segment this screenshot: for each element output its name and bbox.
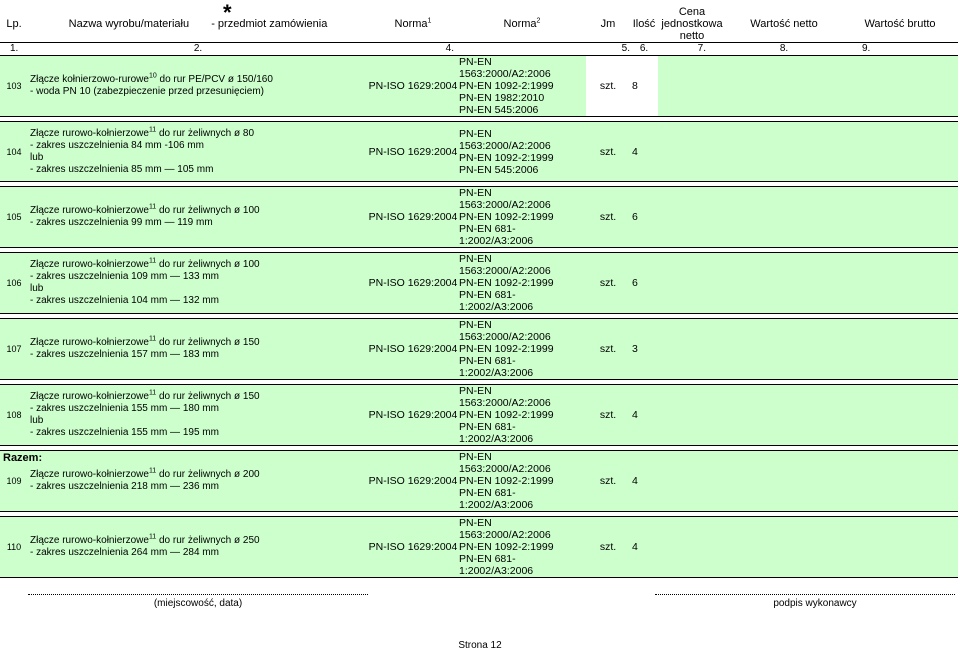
- description-line: lub: [30, 415, 44, 426]
- row-norma1: PN-ISO 1629:2004: [368, 122, 458, 182]
- row-norma1: PN-ISO 1629:2004: [368, 385, 458, 446]
- description-text: Złącze kołnierzowo-rurowe$^{10}$ do rur PE/PCV ø 150/160: [30, 72, 273, 85]
- header-norma2: [458, 6, 586, 43]
- row-norma2: [458, 56, 586, 117]
- header-norma2-text: Norma: [503, 18, 537, 30]
- description-line: - woda PN 10 (zabezpieczenie przed przesunięciem): [30, 86, 265, 97]
- norma2-line: PN-EN 681-1:2002/A3:2006: [459, 487, 534, 511]
- row-norma1: PN-ISO 1629:2004: [368, 253, 458, 314]
- description-line: - zakres uszczelnienia 109 mm — 133 mm: [30, 271, 219, 282]
- header-jm: Jm: [600, 18, 616, 30]
- description-text: Złącze rurowo-kołnierzowe$^{11}$ do rur żeliwnych ø 150: [30, 389, 260, 402]
- row-description: [28, 517, 368, 578]
- row-description: [28, 56, 368, 117]
- header-cena-line2: jednostkowa: [661, 18, 723, 30]
- description-line: - zakres uszczelnienia 157 mm — 183 mm: [30, 349, 219, 360]
- signature-label: podpis wykonawcy: [773, 598, 857, 609]
- description-line: - zakres uszczelnienia 155 mm — 195 mm: [30, 427, 219, 438]
- footnote-ref: 11: [148, 257, 157, 265]
- row-description: [28, 451, 368, 512]
- row-norma1: PN-ISO 1629:2004: [368, 56, 458, 117]
- colnum-1: 1.: [0, 43, 28, 56]
- header-norma1-text: Norma: [394, 18, 428, 30]
- norma2-line: PN-EN 545:2006: [459, 163, 539, 176]
- row-jm: szt.: [586, 451, 630, 512]
- header-name-suffix: - przedmiot zamówienia: [211, 18, 328, 30]
- footnote-ref: 11: [148, 467, 157, 475]
- row-price: [658, 385, 726, 446]
- row-description: [28, 122, 368, 182]
- row-gross-value: [842, 56, 958, 117]
- row-gross-value: [842, 517, 958, 578]
- norma2-line: PN-EN 1092-2:1999: [459, 541, 554, 553]
- place-date-label: (miejscowość, data): [153, 598, 243, 609]
- row-gross-value: [842, 122, 958, 182]
- footnote-ref: 11: [148, 126, 157, 134]
- norma2-line: PN-EN 681-1:2002/A3:2006: [459, 289, 534, 313]
- colnum-9: 9.: [842, 43, 958, 56]
- row-qty: 4: [630, 451, 658, 512]
- row-jm: szt.: [586, 319, 630, 380]
- row-qty: 6: [630, 253, 658, 314]
- row-norma1: PN-ISO 1629:2004: [368, 451, 458, 512]
- rows-body: [0, 56, 958, 578]
- row-lp: 103: [0, 56, 28, 117]
- row-price: [658, 451, 726, 512]
- row-norma2: [458, 187, 586, 248]
- row-lp: 109: [0, 451, 28, 512]
- norma2-line: PN-EN 1092-2:1999: [459, 211, 554, 223]
- colnum-7: 7.: [658, 43, 726, 56]
- table-row: [0, 517, 958, 578]
- row-net-value: [726, 122, 842, 182]
- row-qty: 8: [630, 56, 658, 117]
- description-text: Złącze rurowo-kołnierzowe$^{11}$ do rur żeliwnych ø 200: [30, 467, 260, 480]
- page-footer: Strona 12: [458, 640, 502, 651]
- description-line: [30, 391, 368, 403]
- row-price: [658, 187, 726, 248]
- footnote-ref: 11: [148, 203, 157, 211]
- footnote-ref: 10: [148, 72, 157, 80]
- row-net-value: [726, 319, 842, 380]
- row-qty: 4: [630, 517, 658, 578]
- header-norma2-sup: 2: [536, 17, 541, 25]
- row-jm: szt.: [586, 253, 630, 314]
- header-name-text: Nazwa wyrobu/materiału: [68, 18, 190, 30]
- colnum-2: 2.: [28, 43, 368, 56]
- norma2-line: PN-EN 1982:2010: [459, 92, 545, 104]
- description-line: - zakres uszczelnienia 218 mm — 236 mm: [30, 481, 219, 492]
- description-text: Złącze rurowo-kołnierzowe$^{11}$ do rur żeliwnych ø 100: [30, 203, 260, 216]
- header-norma1-sup: 1: [427, 17, 432, 25]
- row-lp: 105: [0, 187, 28, 248]
- description-line: [30, 337, 368, 349]
- header-wartosc-netto: Wartość netto: [750, 18, 818, 30]
- row-norma1: PN-ISO 1629:2004: [368, 319, 458, 380]
- row-gross-value: [842, 385, 958, 446]
- norma2-line: PN-EN 681-1:2002/A3:2006: [459, 421, 534, 445]
- norma2-line: PN-EN 1092-2:1999: [459, 343, 554, 355]
- header-ilosc: Ilość: [632, 18, 656, 30]
- header-wartosc-brutto: Wartość brutto: [864, 18, 936, 30]
- norma2-line: PN-EN 1092-2:1999: [459, 409, 554, 421]
- norma2-line: PN-EN 1563:2000/A2:2006: [459, 253, 551, 277]
- row-gross-value: [842, 319, 958, 380]
- place-date-line: [28, 594, 368, 595]
- row-norma2: [458, 319, 586, 380]
- description-line: lub: [30, 283, 44, 294]
- norma2-line: PN-EN 1092-2:1999: [459, 151, 554, 164]
- row-price: [658, 56, 726, 117]
- row-qty: 6: [630, 187, 658, 248]
- row-gross-value: [842, 187, 958, 248]
- row-norma2: [458, 385, 586, 446]
- footnote-ref: 11: [148, 533, 157, 541]
- norma2-line: PN-EN 681-1:2002/A3:2006: [459, 553, 534, 577]
- header-row: [0, 6, 958, 43]
- description-text: Złącze rurowo-kołnierzowe$^{11}$ do rur żeliwnych ø 150: [30, 335, 260, 348]
- row-gross-value: [842, 451, 958, 512]
- description-line: [30, 469, 368, 481]
- row-net-value: [726, 56, 842, 117]
- norma2-line: PN-EN 1563:2000/A2:2006: [459, 517, 551, 541]
- table-row: [0, 187, 958, 248]
- column-number-row: [0, 43, 958, 56]
- row-norma2: [458, 517, 586, 578]
- norma2-line: PN-EN 545:2006: [459, 104, 539, 116]
- table-row: [0, 385, 958, 446]
- row-net-value: [726, 187, 842, 248]
- row-jm: szt.: [586, 517, 630, 578]
- colnum-4: 4.: [368, 43, 458, 56]
- row-qty: 3: [630, 319, 658, 380]
- description-line: - zakres uszczelnienia 84 mm -106 mm: [30, 139, 204, 151]
- row-jm: szt.: [586, 187, 630, 248]
- colnum-blank: [458, 43, 586, 56]
- row-jm: szt.: [586, 122, 630, 182]
- norma2-line: PN-EN 681-1:2002/A3:2006: [459, 223, 534, 247]
- row-lp: 110: [0, 517, 28, 578]
- row-description: [28, 385, 368, 446]
- row-net-value: [726, 385, 842, 446]
- norma2-line: PN-EN 1563:2000/A2:2006: [459, 56, 551, 80]
- norma2-line: PN-EN 1092-2:1999: [459, 277, 554, 289]
- description-line: [30, 128, 368, 140]
- description-line: - zakres uszczelnienia 104 mm — 132 mm: [30, 295, 219, 306]
- table-row: [0, 253, 958, 314]
- row-price: [658, 517, 726, 578]
- description-text: Złącze rurowo-kołnierzowe$^{11}$ do rur żeliwnych ø 250: [30, 533, 260, 546]
- norma2-line: PN-EN 1563:2000/A2:2006: [459, 385, 551, 409]
- row-description: [28, 319, 368, 380]
- row-lp: 104: [0, 122, 28, 182]
- norma2-line: PN-EN 1563:2000/A2:2006: [459, 127, 551, 152]
- table-row: [0, 122, 958, 182]
- row-norma2: [458, 451, 586, 512]
- header-star: *: [223, 0, 232, 25]
- description-line: - zakres uszczelnienia 85 mm — 105 mm: [30, 163, 214, 175]
- header-lp: Lp.: [6, 18, 22, 30]
- description-line: [30, 74, 368, 86]
- razem-label: Razem:: [3, 452, 43, 464]
- table-row: [0, 451, 958, 512]
- description-line: - zakres uszczelnienia 264 mm — 284 mm: [30, 547, 219, 558]
- row-norma1: PN-ISO 1629:2004: [368, 517, 458, 578]
- description-line: - zakres uszczelnienia 99 mm — 119 mm: [30, 217, 213, 228]
- description-line: lub: [30, 151, 44, 163]
- signature-line: [655, 594, 955, 595]
- description-line: [30, 259, 368, 271]
- header-cena-line3: netto: [679, 30, 705, 42]
- row-lp: 107: [0, 319, 28, 380]
- footnote-ref: 11: [148, 335, 157, 343]
- footnote-ref: 11: [148, 389, 157, 397]
- row-qty: 4: [630, 122, 658, 182]
- row-lp: 108: [0, 385, 28, 446]
- colnum-8: 8.: [726, 43, 842, 56]
- description-line: [30, 205, 368, 217]
- row-norma1: PN-ISO 1629:2004: [368, 187, 458, 248]
- norma2-line: PN-EN 1092-2:1999: [459, 475, 554, 487]
- norma2-line: PN-EN 681-1:2002/A3:2006: [459, 355, 534, 379]
- norma2-line: PN-EN 1563:2000/A2:2006: [459, 187, 551, 211]
- header-cena: [658, 6, 726, 43]
- row-qty: 4: [630, 385, 658, 446]
- row-price: [658, 122, 726, 182]
- colnum-6: 6.: [630, 43, 658, 56]
- table-row: [0, 56, 958, 117]
- description-line: - zakres uszczelnienia 155 mm — 180 mm: [30, 403, 219, 414]
- row-jm: szt.: [586, 385, 630, 446]
- row-price: [658, 253, 726, 314]
- row-net-value: [726, 451, 842, 512]
- row-description: [28, 187, 368, 248]
- norma2-line: PN-EN 1092-2:1999: [459, 80, 554, 92]
- row-description: [28, 253, 368, 314]
- table-row: [0, 319, 958, 380]
- description-text: Złącze rurowo-kołnierzowe$^{11}$ do rur żeliwnych ø 80: [30, 126, 255, 139]
- description-text: Złącze rurowo-kołnierzowe$^{11}$ do rur żeliwnych ø 100: [30, 257, 260, 270]
- row-gross-value: [842, 253, 958, 314]
- norma2-line: PN-EN 1563:2000/A2:2006: [459, 451, 551, 475]
- row-net-value: [726, 253, 842, 314]
- row-price: [658, 319, 726, 380]
- row-net-value: [726, 517, 842, 578]
- norma2-line: PN-EN 1563:2000/A2:2006: [459, 319, 551, 343]
- header-cena-line1: Cena: [678, 6, 706, 18]
- colnum-5: 5.: [586, 43, 630, 56]
- description-line: [30, 535, 368, 547]
- row-norma2: [458, 253, 586, 314]
- header-name: [28, 0, 368, 43]
- row-jm: szt.: [586, 56, 630, 117]
- row-norma2: [458, 122, 586, 182]
- row-lp: 106: [0, 253, 28, 314]
- header-norma1: [368, 6, 458, 43]
